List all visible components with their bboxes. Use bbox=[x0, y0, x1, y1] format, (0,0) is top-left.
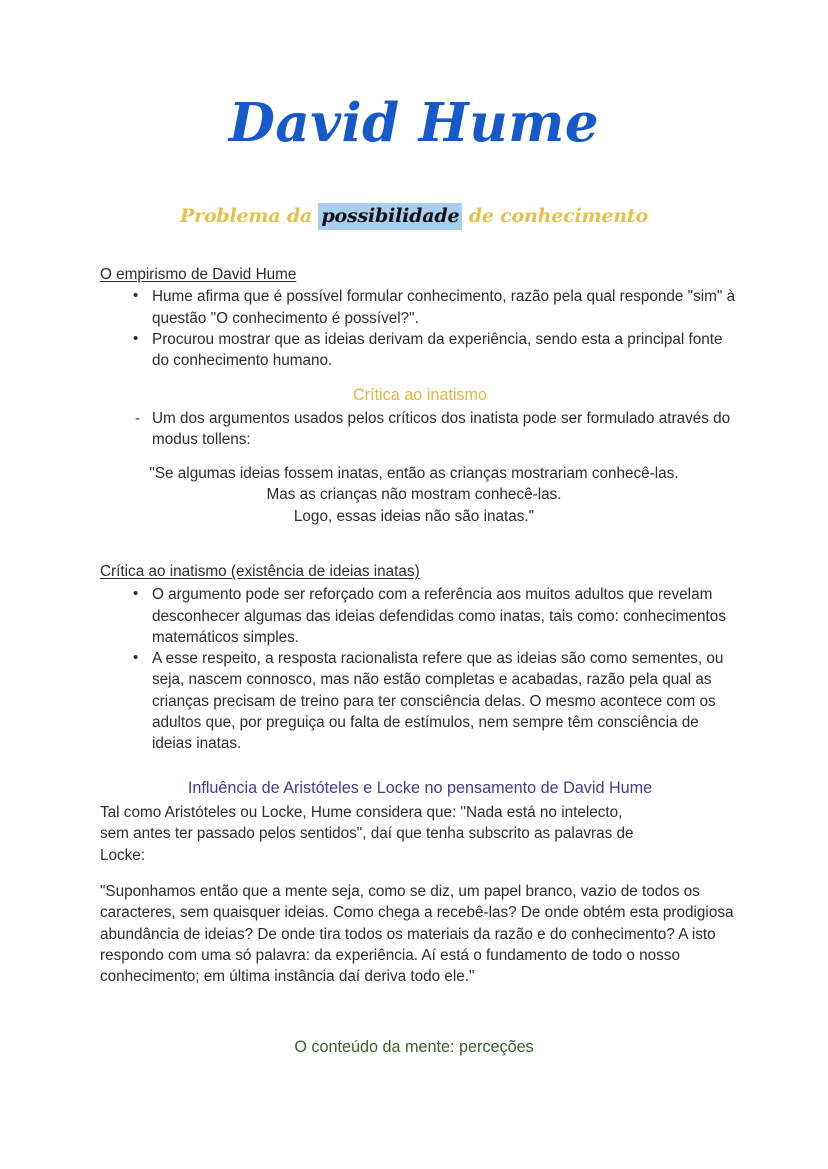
subtitle-highlighted-word: possibilidade bbox=[318, 203, 462, 230]
critica-inatismo-dash-1: Um dos argumentos usados pelos críticos dos inatista pode ser formulado através do modus tollens: bbox=[152, 410, 731, 449]
modus-tollens-quote bbox=[94, 463, 734, 527]
locke-quote-text: "Suponhamos então que a mente seja, como se diz, um papel branco, vazio de todos os caracteres, sem quaisquer ideias. Como chega a recebê-las? De onde obtém esta prodigiosa abundância de ideias? De onde tira todos os materiais da razão e do conhecimento? A isto respondo com uma só palavra: da experiência. Aí está o fundamento de todo o nosso conhecimento; em última instância daí deriva todo ele." bbox=[100, 883, 734, 986]
section-critica-existencia bbox=[100, 561, 742, 755]
list-item bbox=[133, 408, 740, 451]
locke-quote bbox=[100, 881, 734, 987]
list-item bbox=[133, 286, 740, 329]
document-title: David Hume bbox=[228, 92, 600, 154]
list-item bbox=[133, 584, 742, 648]
document-subtitle bbox=[0, 205, 828, 227]
quote-line-2: Mas as crianças não mostram conhecê-las. bbox=[266, 486, 562, 504]
critica-existencia-bullet-list bbox=[133, 584, 742, 754]
list-item bbox=[133, 329, 740, 372]
subtitle-text-after: de conhecimento bbox=[462, 205, 648, 227]
influencia-paragraph: Tal como Aristóteles ou Locke, Hume considera que: "Nada está no intelecto, sem antes ter passado pelos sentidos", daí que tenha subscrito as palavras de Locke: bbox=[100, 804, 634, 864]
empirismo-bullet-1: Hume afirma que é possível formular conhecimento, razão pela qual responde "sim" à questão "O conhecimento é possível?". bbox=[152, 288, 736, 327]
critica-inatismo-heading: Crítica ao inatismo bbox=[352, 386, 488, 404]
critica-existencia-heading: Crítica ao inatismo (existência de ideias inatas) bbox=[100, 563, 420, 580]
quote-line-3: Logo, essas ideias não são inatas." bbox=[293, 507, 535, 525]
empirismo-bullet-list bbox=[133, 286, 740, 371]
list-item bbox=[133, 648, 742, 754]
section-empirismo bbox=[100, 264, 740, 371]
empirismo-bullet-2: Procurou mostrar que as ideias derivam da experiência, sendo esta a principal fonte do conhecimento humano. bbox=[152, 330, 723, 370]
section-influencia bbox=[100, 778, 740, 866]
influencia-heading: Influência de Aristóteles e Locke no pensamento de David Hume bbox=[187, 779, 653, 797]
subtitle-text-before: Problema da bbox=[180, 205, 319, 227]
empirismo-heading: O empirismo de David Hume bbox=[100, 266, 297, 283]
critica-inatismo-dash-list bbox=[133, 408, 740, 451]
section-critica-inatismo bbox=[100, 385, 740, 451]
quote-line-1: "Se algumas ideias fossem inatas, então as crianças mostrariam conhecê-las. bbox=[149, 465, 679, 482]
critica-existencia-bullet-2: A esse respeito, a resposta racionalista refere que as ideias são como sementes, ou seja, nascem connosco, mas não estão completas e acabadas, razão pela qual as crianças precisam de treino para ter consciência delas. O mesmo acontece com os adultos que, por preguiça ou falta de estímulos, nem sempre têm consciência de ideias inatas. bbox=[152, 650, 724, 753]
conteudo-mente-heading: O conteúdo da mente: perceções bbox=[294, 1038, 534, 1056]
critica-existencia-bullet-1: O argumento pode ser reforçado com a referência aos muitos adultos que revelam desconhecer algumas das ideias defendidas como inatas, tais como: conhecimentos matemáticos simples. bbox=[152, 586, 726, 646]
